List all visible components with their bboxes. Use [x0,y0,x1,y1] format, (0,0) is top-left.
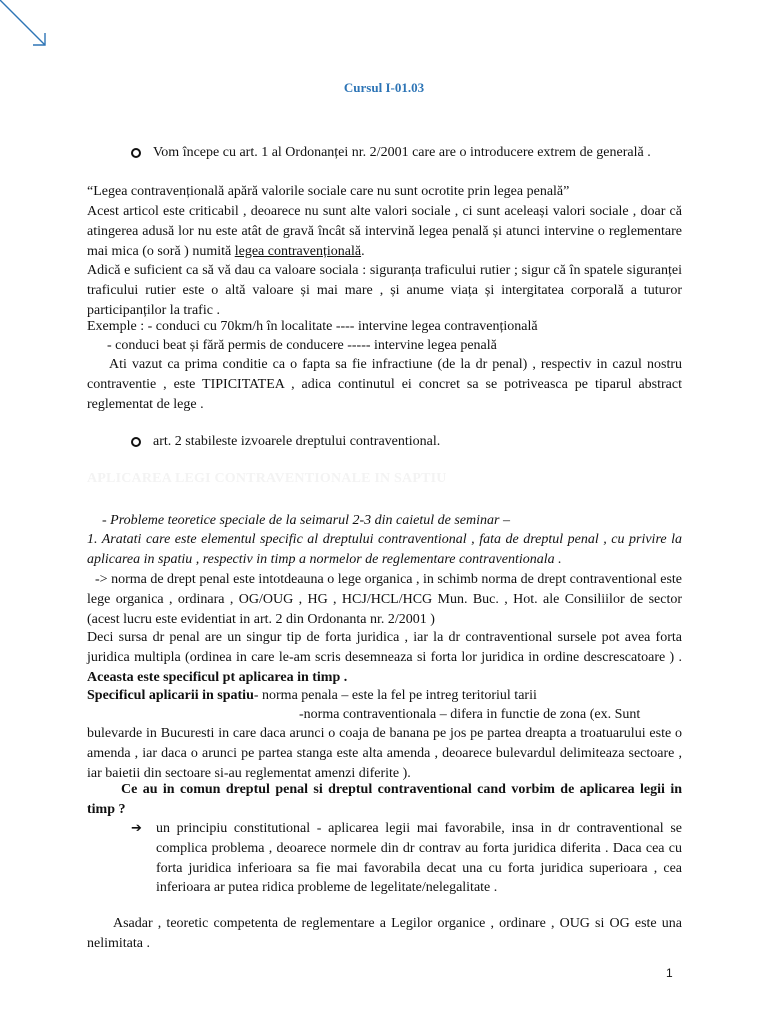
right-arrow-icon: ➔ [131,821,142,836]
example-line: Exemple : - conduci cu 70km/h în localitate ---- intervine legea contravențională [87,319,538,334]
arrow-text: un principiu constitutional - aplicarea legii mai favorabile, insa in dr contraventional se complica problema , deoarece normele din dr contrav au forta juridica diferita . Daca cea cu forta juridica inferioara sa fie mai favorabila decat una cu forta juridica superioara , cea inferioara ar putea ridica probleme de legelitate/nelegalitate . [156,821,682,896]
paragraph-text: Deci sursa dr penal are un singur tip de forta juridica , iar la dr contraventional sursele pot avea forta juridica multipla (ordinea in care le-am scris desemneaza si forta lor juridica in ordine descrescatoare ) . [87,630,682,665]
paragraph [87,686,682,706]
bullet-text: Vom începe cu art. 1 al Ordonanței nr. 2/2001 care are o introducere extrem de generală . [153,145,651,160]
paragraph: -> norma de drept penal este intotdeauna o lege organica , in schimb norma de drept contraventional este lege organica , ordinara , OG/OUG , HG , HCJ/HCL/HCG Mun. Buc. , Hot. ale Consiliilor de sector (acest lucru este evidentiat in art. 2 din Ordonanta nr. 2/2001 ) [87,572,682,627]
paragraph: -norma contraventionala – difera in functie de zona (ex. Sunt [299,707,641,722]
bold-text: Specificul aplicarii in spatiu [87,688,254,703]
example-line: - conduci beat și fără permis de conducere ----- intervine legea penală [107,338,497,353]
circle-bullet-icon [131,437,141,447]
paragraph-text: - norma penala – este la fel pe intreg teritoriul tarii [253,688,537,703]
paragraph: bulevarde in Bucuresti in care daca arunci o coaja de banana pe jos pe partea dreapta a troatuarului este o amenda , iar daca o arunci pe partea stanga este alta amenda , deoarece bulevardul delimiteaza sectoare , iar baietii din sectoare si-au reglementat amenzi diferite ). [87,726,682,781]
arrow-item [131,819,682,898]
paragraph: Ati vazut ca prima conditie ca o fapta sa fie infractiune (de la dr penal) , respectiv in cazul nostru contraventie , este TIPICITATEA , adica continutul ei concret sa se potriveasca pe tiparul abstract reglementat de lege . [87,357,682,412]
quote-line: “Legea contravențională apără valorile sociale care nu sunt ocrotite prin legea penală” [87,184,570,199]
underlined-term: legea contravențională [234,243,362,259]
question: Ce au in comun dreptul penal si dreptul contraventional cand vorbim de aplicarea legii in timp ? [87,782,682,817]
paragraph: Asadar , teoretic competenta de reglementare a Legilor organice , ordinare , OUG si OG este una nelimitata . [87,916,682,951]
circle-bullet-icon [131,148,141,158]
paragraph-end: . [361,243,365,259]
bullet-item [131,432,682,452]
italic-line: - Probleme teoretice speciale de la seimarul 2-3 din caietul de seminar – [102,513,510,528]
diagonal-arrow-icon [0,0,60,60]
bullet-item [131,143,682,163]
paragraph-text: Acest articol este criticabil , deoarece nu sunt alte valori sociale , ci sunt aceleași valori sociale , doar că atingerea adusă lor nu este atât de gravă încât să intervină legea penală și atunci intervine o reglementare mai mica (o soră ) numită [87,204,682,259]
paragraph [87,628,682,687]
paragraph [87,202,682,261]
bold-text: Aceasta este specificul pt aplicarea in timp . [87,669,348,685]
italic-paragraph: 1. Aratati care este elementul specific al dreptului contraventional , fata de dreptul penal , cu privire la aplicarea in spatiu , respectiv in timp a normelor de reglementare contraventionala . [87,532,682,567]
page-number: 1 [666,966,673,980]
section-heading: APLICAREA LEGI CONTRAVENTIONALE IN SAPTIU [87,471,447,486]
page-title: Cursul I-01.03 [343,80,425,95]
bullet-text: art. 2 stabileste izvoarele dreptului contraventional. [153,434,441,449]
paragraph: Adică e suficient ca să vă dau ca valoare sociala : siguranța traficului rutier ; sigur că în spatele siguranței traficului rutier este o altă valoare și mai mare , și anume viața și intergitatea corporală a tuturor participanților la trafic . [87,263,682,318]
